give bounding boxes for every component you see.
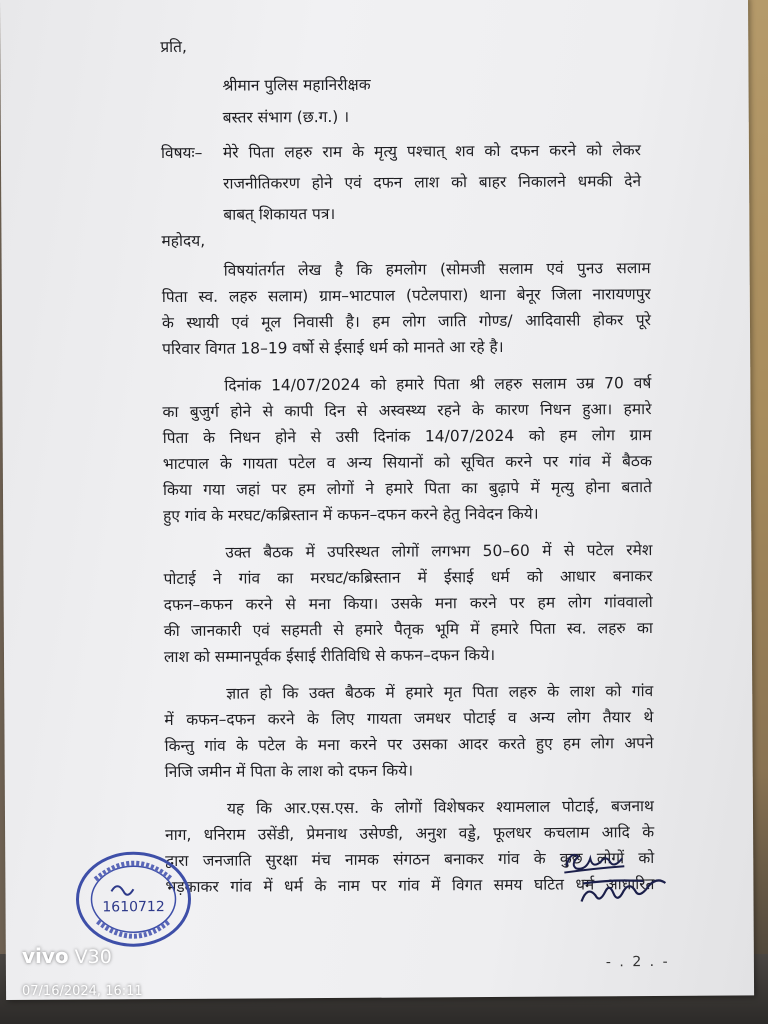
page-number-mark: - . 2 . - xyxy=(605,953,670,971)
office-stamp xyxy=(73,849,194,950)
stamp-seal-icon xyxy=(73,849,194,950)
paragraph-line: पिता स्व. लहरु सलाम) ग्राम–भाटपाल (पटेलपारा) थाना बेनूर जिला नारायणपुर xyxy=(161,285,651,307)
paragraph-line: विषयांतर्गत लेख है कि हमलोग (सोमजी सलाम एवं पुनउ सलाम xyxy=(223,259,651,280)
paragraph-line: की जानकारी एवं सहमती से हमारे पैतृक भूमि में हमारे पिता स्व. लहरु का xyxy=(163,619,653,641)
paragraph-line: निजि जमीन में पिता के लाश को दफन किये। xyxy=(164,761,414,782)
paragraph-line: भाटपाल के गायता पटेल व अन्य सियानों को सूचित करने पर गांव में बैठक xyxy=(162,452,652,474)
subject-line: मेरे पिता लहरु राम के मृत्यु पश्चात् शव को दफन करने को लेकर xyxy=(222,141,641,162)
watermark-brand: vivo xyxy=(22,944,69,968)
subject-line: बाबत् शिकायत पत्र। xyxy=(223,204,336,224)
subject-line: राजनीतिकरण होने एवं दफन लाश को बाहर निकालने धमकी देने xyxy=(223,172,642,193)
signature-2 xyxy=(575,871,685,914)
paragraph-line: में कफन–दफन करने के लिए गायता जमधर पोटाई व अन्य लोग तैयार थे xyxy=(164,708,654,730)
stamp-number: 1610712 xyxy=(102,899,165,916)
paragraph-line: नाग, धनिराम उसेंडी, प्रेमनाथ उसेण्डी, अनुश वड्डे, फूलधर कचलाम आदि के xyxy=(165,823,655,845)
paragraph-line: लाश को सम्मानपूर्वक ईसाई रीतिविधि से कफन–दफन किये। xyxy=(163,645,496,667)
paragraph-line: भड़काकर गांव में धर्म के नाम पर गांव में विगत समय घटित धर्म आधारित xyxy=(165,875,655,897)
division-line: बस्तर संभाग (छ.ग.) । xyxy=(222,107,350,127)
paragraph-line: उक्त बैठक में उपरिस्थत लोगों लगभग 50–60 में से पटेल रमेश xyxy=(225,541,653,562)
paragraph-line: द्वारा जनजाति सुरक्षा मंच नामक संगठन बनाकर गांव के कुछ लोगों को xyxy=(165,849,655,871)
paragraph-line: किन्तु गांव के पटेल के मना करने पर उसका आदर करते हुए हम लोग अपने xyxy=(164,734,654,756)
paragraph-line: यह कि आर.एस.एस. के लोगों विशेषकर श्यामलाल पोटाई, बजनाथ xyxy=(226,797,654,818)
paragraph-line: पिता के निधन होने से उसी दिनांक 14/07/2024 को हम लोग ग्राम xyxy=(162,426,652,448)
paragraph-line: किया गया जहां पर हम लोगों ने हमारे पिता का बुढ़ापे में मृत्यु होना बताते xyxy=(162,478,653,500)
paragraph-line: परिवार विगत 18–19 वर्षो से ईसाई धर्म को मानते आ रहे है। xyxy=(162,337,504,359)
paragraph-line: दफन–कफन करने से मना किया। उसके मना करने पर हम लोग गांववालो xyxy=(163,593,653,615)
watermark-datetime: 07/16/2024, 16:11 xyxy=(22,984,143,999)
paragraph-line: दिनांक 14/07/2024 को हमारे पिता श्री लहरु सलाम उम्र 70 वर्ष xyxy=(224,374,652,395)
recipient-line: श्रीमान पुलिस महानिरीक्षक xyxy=(222,75,371,95)
paragraph-line: ज्ञात हो कि उक्त बैठक में हमारे मृत पिता लहरु के लाश को गांव xyxy=(226,682,654,703)
camera-watermark xyxy=(22,944,112,968)
greeting: महोदय, xyxy=(161,231,206,251)
paragraph-line: के स्थायी एवं मूल निवासी है। हम लोग जाति गोण्ड/ आदिवासी होकर पूरे xyxy=(161,311,652,333)
paragraph-line: हुए गांव के मरघट/कब्रिस्तान में कफन–दफन करने हेतु निवेदन किये। xyxy=(163,504,539,526)
paragraph-line: पोटाई ने गांव का मरघट/कब्रिस्तान में ईसाई धर्म को आधार बनाकर xyxy=(163,567,653,589)
subject-label: विषयः– xyxy=(160,143,203,163)
salutation-to: प्रति, xyxy=(160,37,187,57)
paragraph-line: का बुजुर्ग होने से कापी दिन से अस्वस्थ्य रहने के कारण निधन हुआ। हमारे xyxy=(162,400,652,422)
watermark-model: V30 xyxy=(74,946,112,968)
